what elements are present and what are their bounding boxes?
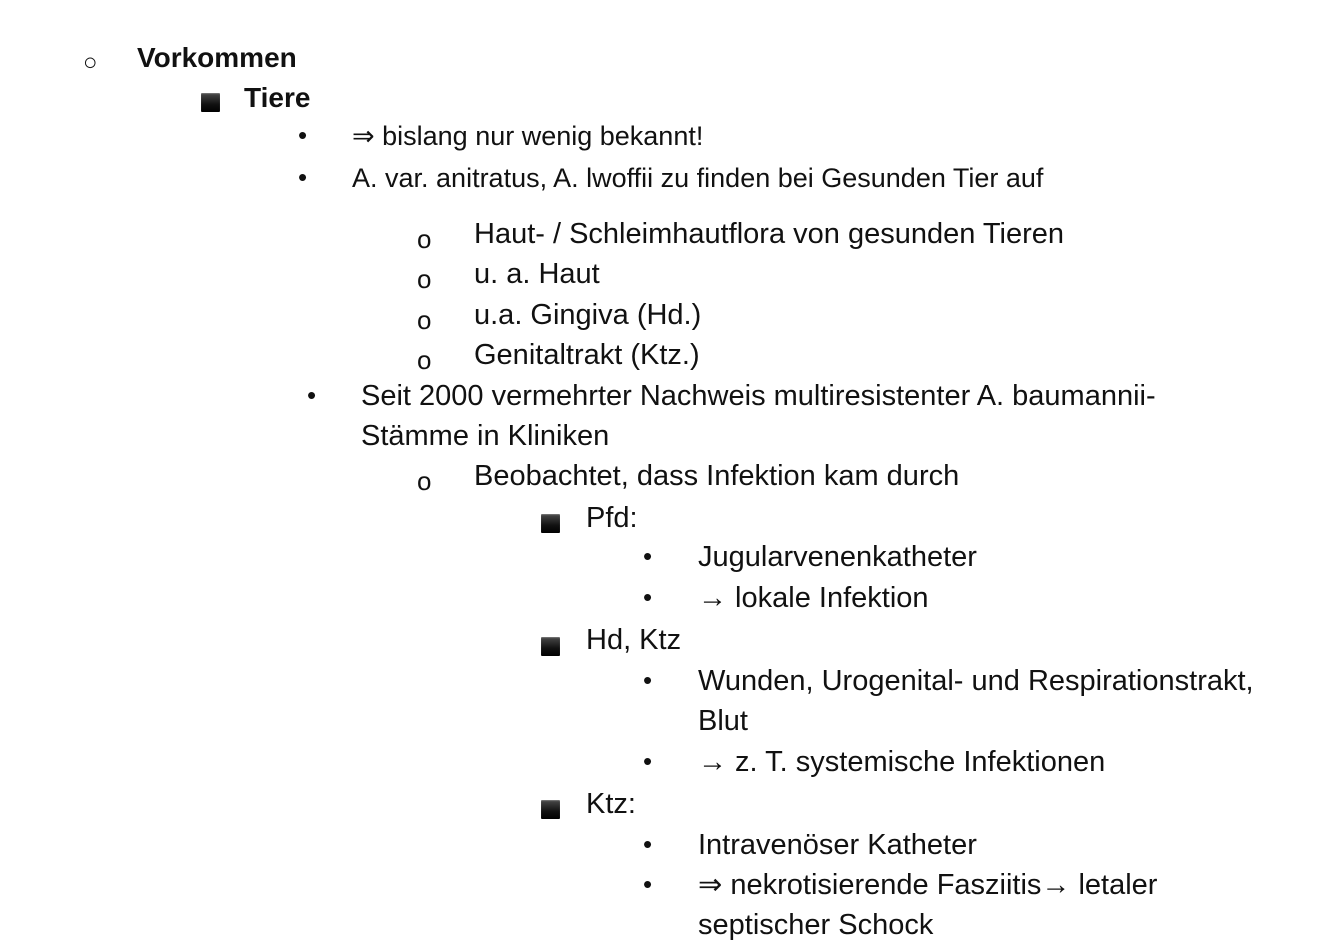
list-item-wunden-line1: Wunden, Urogenital- und Respirationstrakt, — [698, 665, 1254, 697]
list-item-genitaltrakt: Genitaltrakt (Ktz.) — [474, 339, 700, 371]
circle-bullet-icon: o — [417, 345, 432, 375]
heading-vorkommen: Vorkommen — [137, 42, 297, 73]
square-bullet-icon — [541, 637, 560, 656]
circle-bullet-icon: o — [417, 224, 432, 254]
ring-bullet-icon: ○ — [83, 49, 98, 76]
dot-bullet-icon: • — [643, 746, 653, 776]
circle-bullet-icon: o — [417, 264, 432, 294]
list-item-anitratus: A. var. anitratus, A. lwoffii zu finden bei Gesunden Tier auf — [352, 163, 1044, 193]
list-item-systemische-infektionen: → z. T. systemische Infektionen — [698, 746, 1106, 778]
square-bullet-icon — [541, 514, 560, 533]
dot-bullet-icon: • — [643, 541, 653, 571]
list-item-lokale-infektion: → lokale Infektion — [698, 582, 929, 614]
list-item-nekrotisierende-fasziitis-line2: septischer Schock — [698, 909, 934, 941]
list-item-beobachtet: Beobachtet, dass Infektion kam durch — [474, 460, 960, 492]
list-item-bislang: ⇒ bislang nur wenig bekannt! — [352, 121, 704, 151]
heading-tiere: Tiere — [244, 82, 311, 113]
list-item-haut: u. a. Haut — [474, 258, 600, 290]
list-item-seit-2000-line2: Stämme in Kliniken — [361, 420, 610, 452]
list-item-seit-2000-line1: Seit 2000 vermehrter Nachweis multiresistenter A. baumannii- — [361, 380, 1156, 412]
list-item-hd-ktz: Hd, Ktz — [586, 624, 682, 656]
dot-bullet-icon: • — [298, 162, 308, 192]
list-item-haut-schleimhautflora: Haut- / Schleimhautflora von gesunden Tieren — [474, 218, 1065, 250]
list-item-gingiva: u.a. Gingiva (Hd.) — [474, 299, 702, 331]
list-item-intravenoeser-katheter: Intravenöser Katheter — [698, 829, 977, 861]
square-bullet-icon — [541, 800, 560, 819]
circle-bullet-icon: o — [417, 466, 432, 496]
list-item-nekrotisierende-fasziitis-line1: ⇒ nekrotisierende Fasziitis→ letaler — [698, 869, 1158, 901]
square-bullet-icon — [201, 93, 220, 112]
list-item-ktz: Ktz: — [586, 788, 636, 820]
list-item-jugularvenenkatheter: Jugularvenenkatheter — [698, 541, 977, 573]
dot-bullet-icon: • — [643, 829, 653, 859]
dot-bullet-icon: • — [307, 380, 317, 410]
dot-bullet-icon: • — [298, 120, 308, 150]
dot-bullet-icon: • — [643, 665, 653, 695]
list-item-wunden-line2: Blut — [698, 705, 748, 737]
circle-bullet-icon: o — [417, 305, 432, 335]
dot-bullet-icon: • — [643, 869, 653, 899]
dot-bullet-icon: • — [643, 582, 653, 612]
list-item-pfd: Pfd: — [586, 502, 638, 534]
